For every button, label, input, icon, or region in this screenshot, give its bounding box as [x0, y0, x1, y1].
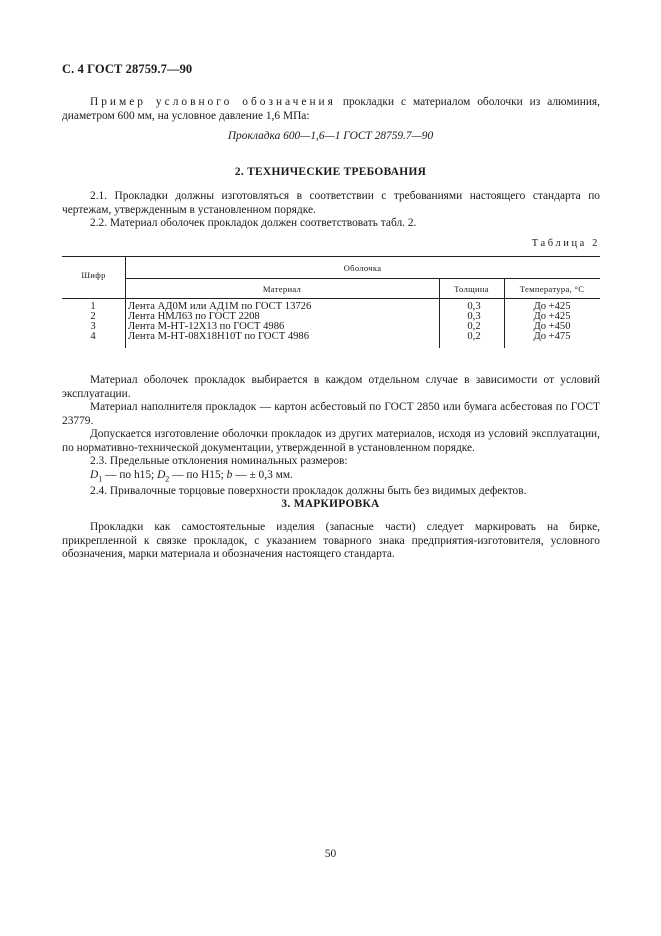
- row-4-temperature: До +475: [533, 331, 571, 342]
- header-material: Материал: [262, 284, 302, 294]
- row-2-thickness: 0,3: [467, 311, 481, 322]
- table-top-border: [62, 256, 600, 257]
- d2-symbol: D: [157, 468, 166, 481]
- d1-symbol: D: [90, 468, 99, 481]
- header-shell: Оболочка: [343, 263, 382, 273]
- row-1-thickness: 0,3: [467, 301, 481, 312]
- d1-subscript: 1: [98, 473, 103, 483]
- row-3-material: Лента М-НТ-12Х13 по ГОСТ 4986: [128, 321, 285, 332]
- marking-paragraph: Прокладки как самостоятельные изделия (запасные части) следует маркировать на бирке, прикрепленной к связке прокладок, с указанием товарного знака предприятия-изготовителя, условного обозначения, марки материала и обозначения настоящего стандарта.: [62, 521, 600, 560]
- section-3-text: [62, 521, 600, 562]
- clause-2-3: 2.3. Предельные отклонения номинальных размеров:: [90, 455, 348, 467]
- example-text: прокладки с материалом оболочки из алюминия, диаметром 600 мм, на условное давление 1,6 МПа:: [62, 96, 600, 122]
- example-paragraph: [62, 96, 600, 123]
- other-materials-note: Допускается изготовление оболочки прокладок из других материалов, исходя из условий эксплуатации, по нормативно-технической документации, утвержденной в установленном порядке.: [62, 428, 600, 454]
- row-4-material: Лента М-НТ-08Х18Н10Т по ГОСТ 4986: [128, 331, 310, 342]
- row-1-material: Лента АД0М или АД1М по ГОСТ 13726: [128, 301, 312, 312]
- section-3-title: 3. МАРКИРОВКА: [281, 498, 380, 510]
- header-temperature: Температура, °С: [519, 284, 585, 294]
- table-group-divider: [125, 278, 600, 279]
- page-number: 50: [324, 848, 337, 860]
- d2-tolerance: — по H15;: [169, 468, 227, 481]
- row-3-code: 3: [90, 321, 96, 332]
- row-4-thickness: 0,2: [467, 331, 481, 342]
- page-header: С. 4 ГОСТ 28759.7—90: [62, 62, 193, 76]
- row-2-temperature: До +425: [533, 311, 571, 322]
- filler-material-note: Материал наполнителя прокладок — картон асбестовый по ГОСТ 2850 или бумага асбестовая по ГОСТ 23779.: [62, 401, 600, 427]
- row-1-code: 1: [90, 301, 96, 312]
- header-thickness: Толщина: [454, 284, 489, 294]
- materials-notes: [62, 374, 600, 499]
- table-header-bottom: [62, 298, 600, 299]
- b-tolerance: — ± 0,3 мм.: [232, 468, 293, 481]
- materials-table: [62, 256, 600, 348]
- row-1-temperature: До +425: [533, 301, 571, 312]
- b-symbol: b: [226, 468, 233, 481]
- shell-material-note: Материал оболочек прокладок выбирается в каждом отдельном случае в зависимости от условий эксплуатации.: [62, 374, 600, 400]
- section-2-title: 2. ТЕХНИЧЕСКИЕ ТРЕБОВАНИЯ: [234, 166, 427, 178]
- row-4-code: 4: [90, 331, 96, 342]
- row-2-code: 2: [90, 311, 96, 322]
- row-3-thickness: 0,2: [467, 321, 481, 332]
- clause-2-1: 2.1. Прокладки должны изготовляться в соответствии с требованиями настоящего стандарта по чертежам, утвержденным в установленном порядке.: [62, 190, 600, 216]
- row-2-material: Лента НМЛ63 по ГОСТ 2208: [128, 311, 260, 322]
- table-caption: Таблица 2: [531, 238, 600, 249]
- designation-formula: Прокладка 600—1,6—1 ГОСТ 28759.7—90: [227, 130, 434, 142]
- tolerances-line: [62, 469, 600, 486]
- example-lead: Пример условного обозначения: [90, 96, 336, 108]
- d1-tolerance: — по h15;: [102, 468, 158, 481]
- clause-2-2: 2.2. Материал оболочек прокладок должен соответствовать табл. 2.: [90, 217, 417, 229]
- row-3-temperature: До +450: [533, 321, 571, 332]
- d2-subscript: 2: [165, 473, 170, 483]
- section-2-text: [62, 190, 600, 231]
- clause-2-4: 2.4. Привалочные торцовые поверхности прокладок должны быть без видимых дефектов.: [90, 485, 527, 498]
- header-code: Шифр: [81, 270, 106, 280]
